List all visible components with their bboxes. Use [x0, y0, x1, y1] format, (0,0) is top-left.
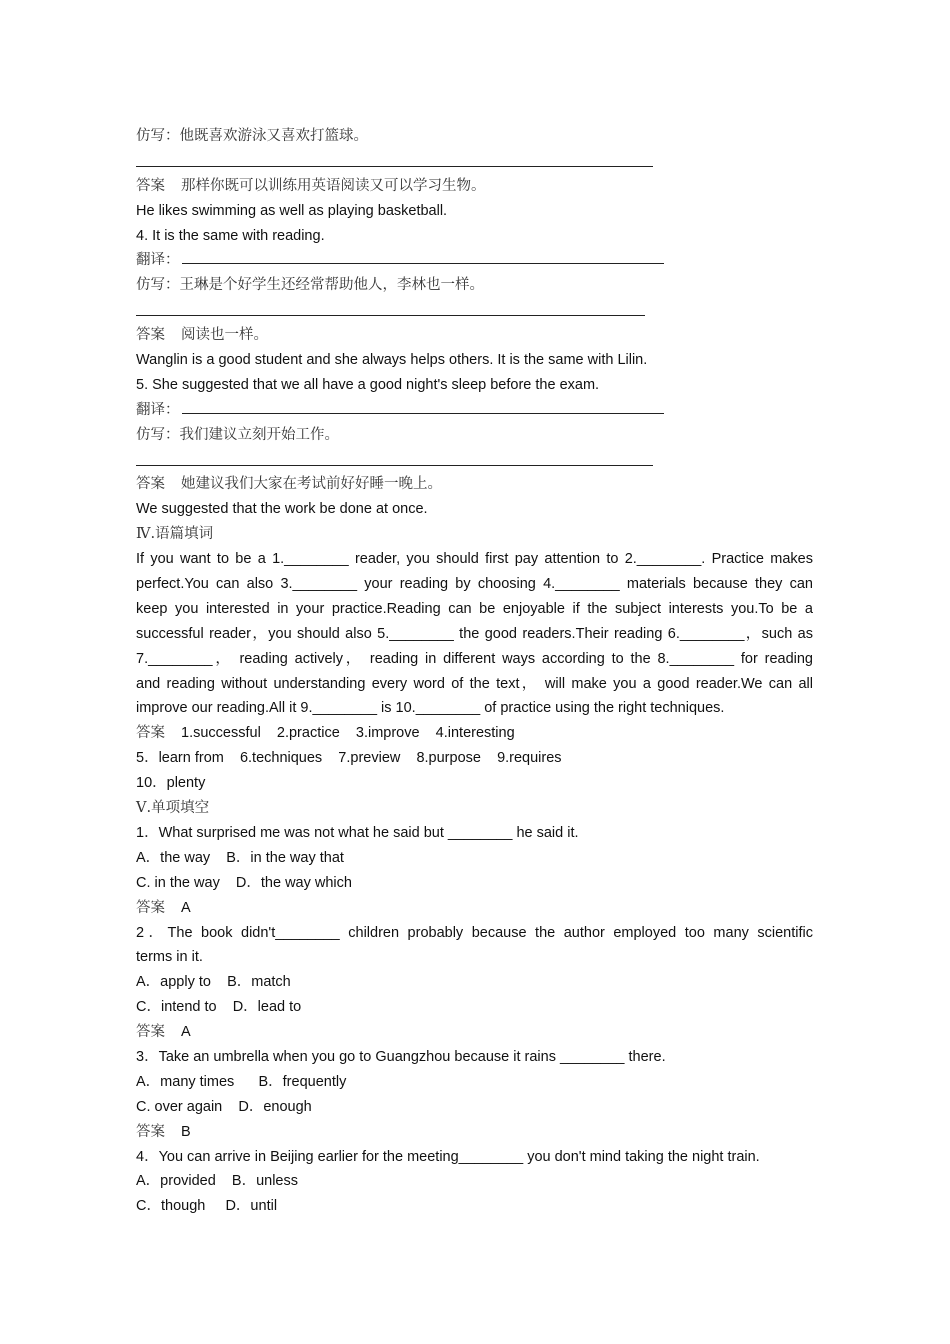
answer-5	[136, 472, 813, 497]
cloze-line: keep you interested in your practice.Reading can be enjoyable if the subject interests you.To be a	[136, 600, 813, 617]
answer-label: 答案	[136, 725, 165, 742]
answer-choice: A	[181, 899, 191, 916]
sentence-5: 5. She suggested that we all have a good night's sleep before the exam.	[136, 376, 600, 393]
answer-text: 1.successful 2.practice 3.improve 4.interesting	[181, 725, 515, 742]
question-options: A．many times B．frequently	[136, 1073, 347, 1090]
answer-blank-line[interactable]	[136, 298, 813, 323]
section-4-heading: Ⅳ.语篇填词	[136, 526, 214, 543]
answer-label: 答案	[136, 899, 165, 916]
answer-label: 答案	[136, 476, 165, 493]
imitation-prompt-5: 仿写：我们建议立刻开始工作。	[136, 426, 339, 443]
answer-blank-line[interactable]	[136, 149, 813, 174]
cloze-line: If you want to be a 1.________ reader, you should first pay attention to 2.________. Practice makes	[136, 551, 813, 568]
question-options: C. over again D．enough	[136, 1098, 312, 1115]
answer-choice: A	[181, 1024, 191, 1041]
answer-4	[136, 323, 813, 348]
translation-5	[136, 398, 813, 423]
translation-blank[interactable]	[182, 263, 664, 264]
question-stem: terms in it.	[136, 949, 203, 966]
question-options: A．provided B．unless	[136, 1173, 298, 1190]
question-answer	[136, 896, 813, 921]
translation-4	[136, 248, 813, 273]
question-options: C．intend to D．lead to	[136, 999, 302, 1016]
question-options: C. in the way D．the way which	[136, 874, 352, 891]
cloze-line: improve our reading.All it 9.________ is 10.________ of practice using the right techniques.	[136, 700, 725, 717]
cloze-line: perfect.You can also 3.________ your reading by choosing 4.________ materials because they can	[136, 576, 813, 593]
answer-label: 答案	[136, 1024, 165, 1041]
cloze-answers: 5．learn from 6.techniques 7.preview 8.purpose 9.requires	[136, 750, 562, 767]
imitation-prompt-3: 仿写：他既喜欢游泳又喜欢打篮球。	[136, 128, 368, 144]
answer-english: He likes swimming as well as playing basketball.	[136, 202, 448, 219]
question-stem: 3．Take an umbrella when you go to Guangzhou because it rains ________ there.	[136, 1048, 666, 1065]
translation-blank[interactable]	[182, 413, 664, 414]
document-page	[136, 124, 813, 1219]
question-answer	[136, 1020, 813, 1045]
answer-choice: B	[181, 1123, 191, 1140]
question-options: C．though D．until	[136, 1198, 278, 1215]
question-stem: 1．What surprised me was not what he said but ________ he said it.	[136, 824, 579, 841]
answer-chinese: 阅读也一样。	[181, 327, 268, 344]
cloze-line: 7.________， reading actively， reading in different ways according to the 8.________ for reading	[136, 650, 813, 667]
question-options: A．the way B．in the way that	[136, 849, 344, 866]
answer-english: We suggested that the work be done at once.	[136, 501, 428, 518]
answer-3	[136, 174, 813, 199]
answer-label: 答案	[136, 177, 165, 194]
translation-label: 翻译：	[136, 401, 180, 418]
cloze-line: and reading without understanding every word of the text， will make you a good reader.We can all	[136, 675, 813, 692]
question-stem: 2．The book didn't________ children probably because the author employed too many scientific	[136, 924, 813, 941]
cloze-answers: 10．plenty	[136, 775, 206, 792]
question-answer	[136, 1120, 813, 1145]
translation-label: 翻译：	[136, 252, 180, 269]
answer-label: 答案	[136, 1123, 165, 1140]
imitation-prompt-4: 仿写：王琳是个好学生还经常帮助他人，李林也一样。	[136, 277, 484, 294]
answer-label: 答案	[136, 327, 165, 344]
answer-chinese: 她建议我们大家在考试前好好睡一晚上。	[181, 476, 442, 493]
cloze-answers	[136, 721, 813, 746]
section-5-heading: Ⅴ.单项填空	[136, 800, 210, 817]
question-stem: 4．You can arrive in Beijing earlier for the meeting________ you don't mind taking the night train.	[136, 1148, 760, 1165]
answer-chinese: 那样你既可以训练用英语阅读又可以学习生物。	[181, 177, 486, 194]
answer-blank-line[interactable]	[136, 448, 813, 473]
cloze-line: successful reader，you should also 5.________ the good readers.Their reading 6.________，such as	[136, 625, 813, 642]
question-options: A．apply to B．match	[136, 974, 291, 991]
sentence-4: 4. It is the same with reading.	[136, 227, 325, 244]
answer-english: Wanglin is a good student and she always helps others. It is the same with Lilin.	[136, 352, 648, 369]
